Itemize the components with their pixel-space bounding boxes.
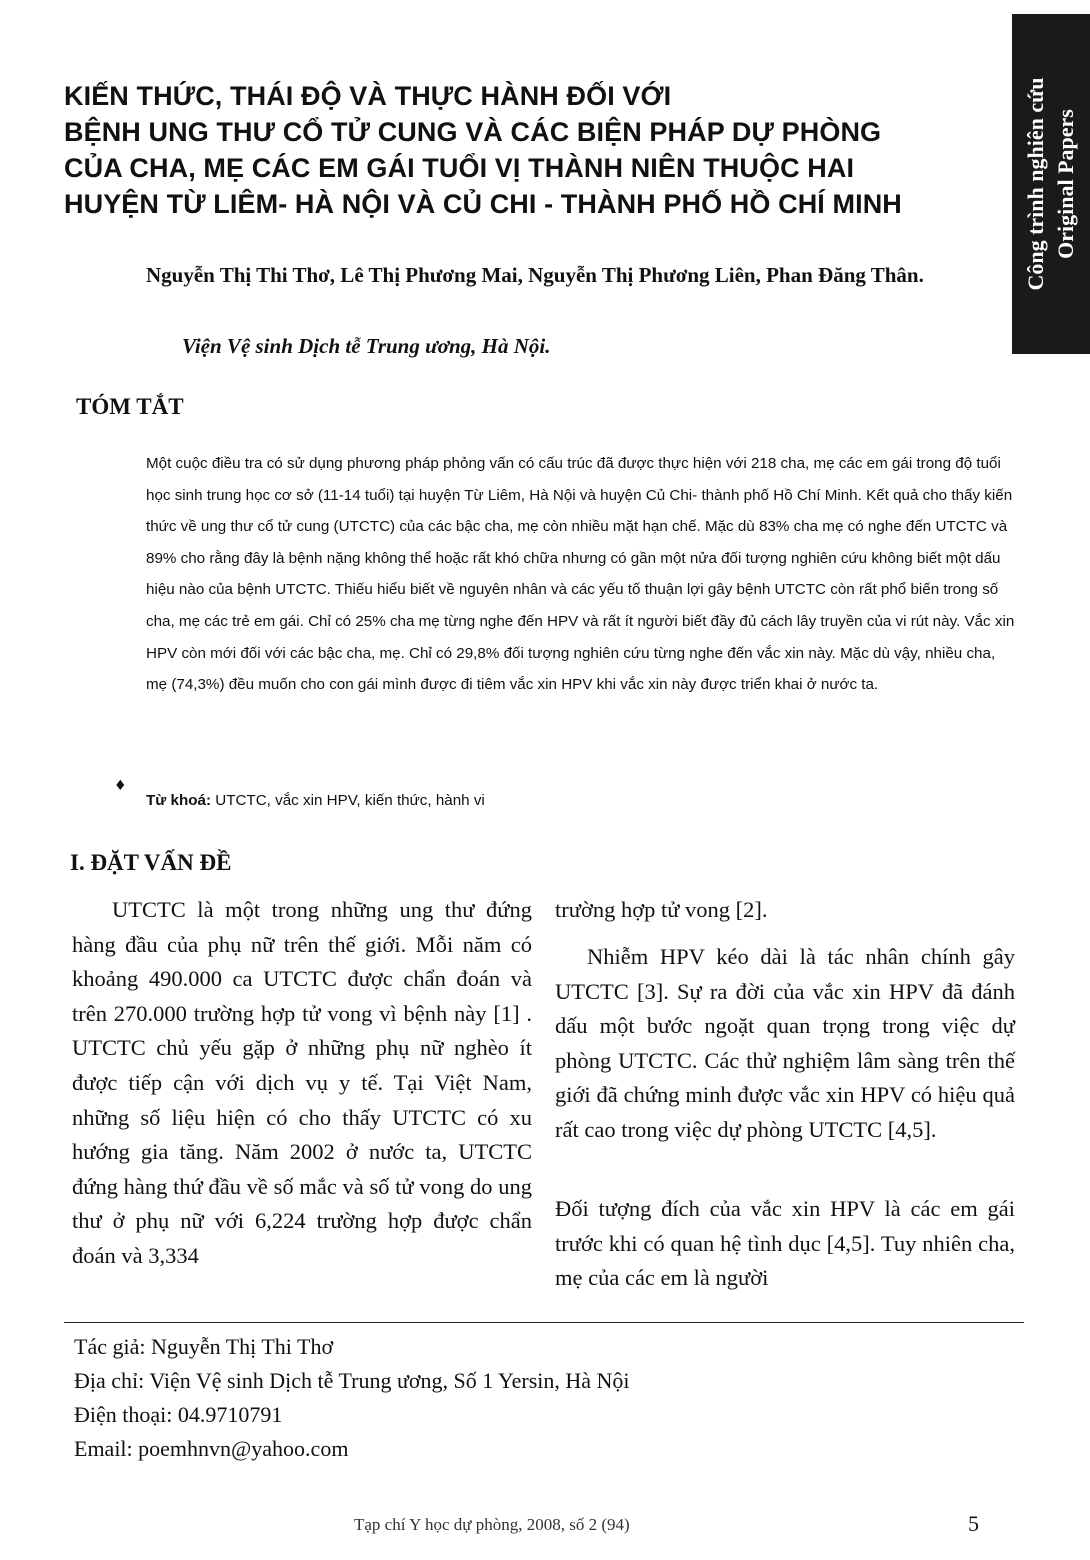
section-tab-vietnamese: Công trình nghiên cứu: [1023, 77, 1048, 291]
keywords-value: UTCTC, vắc xin HPV, kiến thức, hành vi: [211, 792, 485, 809]
contact-phone: Điện thoại: 04.9710791: [74, 1402, 283, 1427]
page-number: 5: [968, 1511, 979, 1536]
author-list: Nguyễn Thị Thi Thơ, Lê Thị Phương Mai, Nguyễn Thị Phương Liên, Phan Đăng Thân.: [146, 263, 924, 287]
intro-right-paragraph: Nhiễm HPV kéo dài là tác nhân chính gây UTCTC [3]. Sự ra đời của vắc xin HPV đã đánh dấu một bước ngoặt quan trọng trong việc dự phòng UTCTC. Các thử nghiệm lâm sàng trên thế giới đã chứng minh được vắc xin HPV có hiệu quả rất cao trong việc dự phòng UTCTC [4,5].: [555, 944, 1015, 1142]
abstract-text: Một cuộc điều tra có sử dụng phương pháp phỏng vấn có cấu trúc đã được thực hiện với 218 cha, mẹ các em gái trong độ tuổi học sinh trung học cơ sở (11-14 tuổi) tại huyện Từ Liêm, Hà Nội và huyện Củ Chi- thành phố Hồ Chí Minh. Kết quả cho thấy kiến thức về ung thư cổ tử cung (UTCTC) của các bậc cha, mẹ còn nhiều mặt hạn chế. Mặc dù 83% cha mẹ có nghe đến UTCTC và 89% cho rằng đây là bệnh nặng không thể hoặc rất khó chữa nhưng có gần một nửa đối tượng nghiên cứu không biết một dấu hiệu nào của bệnh UTCTC. Thiếu hiểu biết về nguyên nhân và các yếu tố thuận lợi gây bệnh UTCTC còn rất phổ biến trong số cha, mẹ các trẻ em gái. Chỉ có 25% cha mẹ từng nghe đến HPV và rất ít người biết đầy đủ cách lây truyền của vi rút này. Vắc xin HPV còn mới đối với các bậc cha, mẹ. Chỉ có 29,8% đối tượng nghiên cứu từng nghe đến vắc xin này. Mặc dù vậy, nhiều cha, mẹ (74,3%) đều muốn cho con gái mình được đi tiêm vắc xin HPV khi vắc xin này được triển khai ở nước ta.: [146, 455, 1015, 694]
contact-author: Tác giả: Nguyễn Thị Thi Thơ: [74, 1334, 334, 1359]
keywords-label: Từ khoá:: [146, 792, 211, 809]
keywords: [146, 788, 485, 814]
contact-address: Địa chỉ: Viện Vệ sinh Dịch tễ Trung ương, Số 1 Yersin, Hà Nội: [74, 1368, 630, 1393]
author-contact: [74, 1330, 630, 1466]
intro-right-paragraph: trường hợp tử vong [2].: [555, 897, 768, 922]
footnote-divider: [64, 1322, 1024, 1323]
section-tab-text: [1021, 24, 1081, 344]
title-line: CỦA CHA, MẸ CÁC EM GÁI TUỔI VỊ THÀNH NIÊN THUỘC HAI: [64, 153, 855, 183]
article-title: [64, 78, 1004, 222]
contact-email: Email: poemhnvn@yahoo.com: [74, 1436, 349, 1461]
bullet-mark-icon: ♦: [114, 778, 127, 794]
journal-footer: Tạp chí Y học dự phòng, 2008, số 2 (94): [354, 1515, 630, 1534]
section-tab: [1012, 14, 1090, 354]
intro-right-paragraph: Đối tượng đích của vắc xin HPV là các em gái trước khi có quan hệ tình dục [4,5]. Tuy nhiên cha, mẹ của các em là người: [555, 1196, 1015, 1291]
title-line: HUYỆN TỪ LIÊM- HÀ NỘI VÀ CỦ CHI - THÀNH PHỐ HỒ CHÍ MINH: [64, 189, 902, 219]
title-line: KIẾN THỨC, THÁI ĐỘ VÀ THỰC HÀNH ĐỐI VỚI: [64, 81, 672, 111]
affiliation: Viện Vệ sinh Dịch tễ Trung ương, Hà Nội.: [182, 334, 551, 358]
section-tab-english: Original Papers: [1053, 109, 1078, 259]
intro-left-column: UTCTC là một trong những ung thư đứng hàng đầu của phụ nữ trên thế giới. Mỗi năm có khoảng 490.000 ca UTCTC được chẩn đoán và trên 270.000 trường hợp tử vong vì bệnh này [1] . UTCTC chủ yếu gặp ở những phụ nữ nghèo ít được tiếp cận với dịch vụ y tế. Tại Việt Nam, những số liệu hiện có cho thấy UTCTC có xu hướng gia tăng. Năm 2002 ở nước ta, UTCTC đứng hàng thứ đầu về số mắc và số tử vong do ung thư ở phụ nữ với 6,224 trường hợp được chẩn đoán và 3,334: [72, 897, 532, 1268]
summary-heading: TÓM TẮT: [76, 394, 184, 419]
section-heading: I. ĐẶT VẤN ĐỀ: [70, 850, 232, 875]
title-line: BỆNH UNG THƯ CỔ TỬ CUNG VÀ CÁC BIỆN PHÁP DỰ PHÒNG: [64, 117, 882, 147]
